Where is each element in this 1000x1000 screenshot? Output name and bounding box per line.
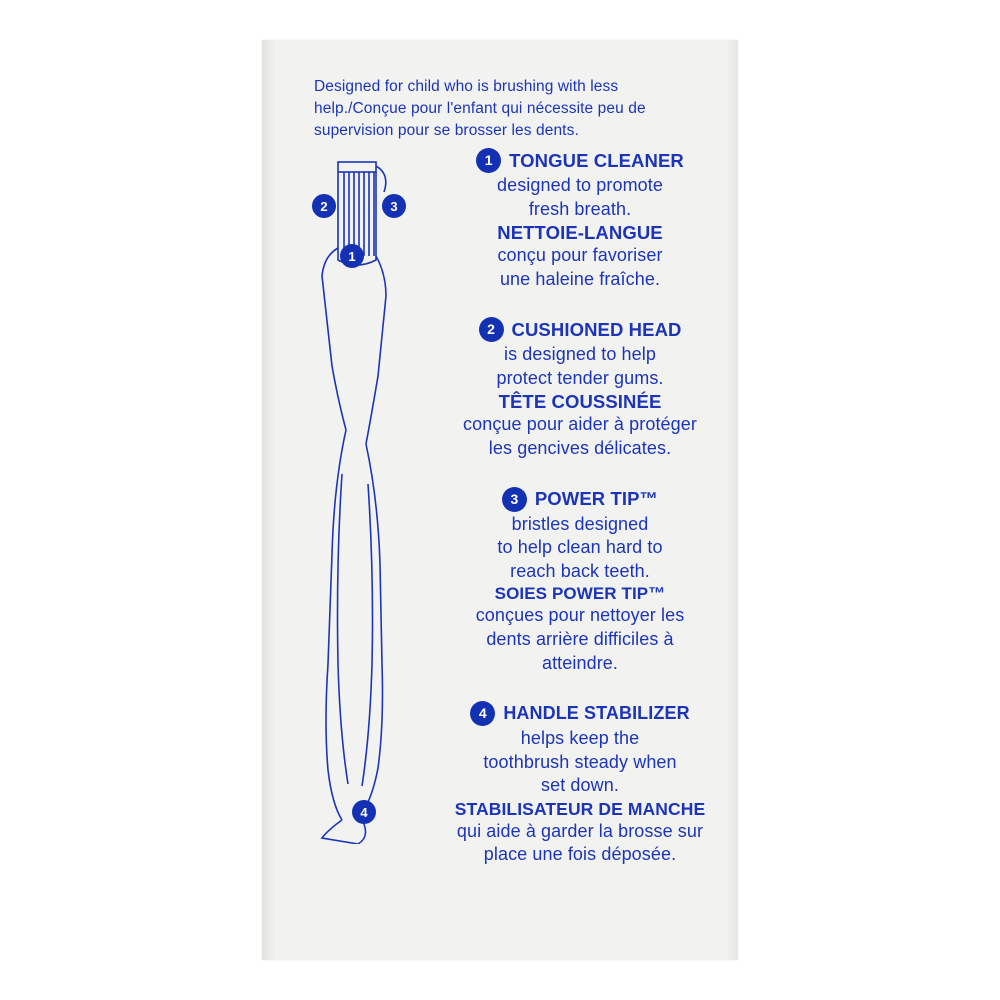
feature-title-en: CUSHIONED HEAD	[511, 318, 682, 340]
feature-body-fr-line: place une fois déposée.	[483, 844, 677, 865]
feature-number-badge: 2	[479, 317, 504, 342]
feature-title-en: POWER TIP™	[534, 488, 659, 510]
feature-body-fr-line: dents arrière difficiles à	[486, 628, 674, 649]
svg-text:4: 4	[360, 805, 368, 820]
svg-text:2: 2	[320, 199, 328, 214]
svg-text:3: 3	[390, 199, 398, 214]
feature-body-fr-line: conçu pour favoriser	[497, 245, 663, 266]
feature-body-fr-line: atteindre.	[541, 652, 619, 673]
feature-item	[440, 148, 720, 291]
package-back-panel	[262, 40, 738, 960]
feature-body-fr-line: une haleine fraîche.	[499, 268, 661, 289]
feature-body-en-line: is designed to help	[503, 344, 656, 365]
feature-body-en-line: to help clean hard to	[497, 537, 663, 558]
feature-title-en: HANDLE STABILIZER	[503, 703, 690, 724]
feature-body-fr-line: conçues pour nettoyer les	[475, 605, 685, 626]
feature-body-en-line: fresh breath.	[528, 198, 632, 219]
feature-body-fr-line: qui aide à garder la brosse sur	[456, 820, 704, 841]
feature-body-fr-line: les gencives délicates.	[488, 438, 672, 459]
feature-title-fr: TÊTE COUSSINÉE	[498, 391, 662, 413]
feature-title-fr: NETTOIE-LANGUE	[497, 222, 663, 244]
feature-body-en-line: reach back teeth.	[510, 560, 650, 581]
feature-heading	[440, 701, 720, 726]
feature-item	[440, 487, 720, 675]
feature-heading	[440, 317, 720, 342]
feature-number-badge: 1	[476, 148, 501, 173]
feature-body-en-line: bristles designed	[511, 513, 649, 534]
feature-body-fr-line: conçue pour aider à protéger	[463, 414, 697, 435]
feature-body-en-line: designed to promote	[496, 175, 663, 195]
intro-text: Designed for child who is brushing with less help./Conçue pour l'enfant qui nécessite peu de supervision pour se brosser les dents.	[314, 78, 646, 139]
feature-body-en-line: helps keep the	[520, 728, 640, 749]
feature-title-fr: SOIES POWER TIP™	[494, 584, 666, 604]
feature-list	[440, 148, 720, 893]
feature-body-en-line: set down.	[541, 775, 619, 796]
feature-number-badge: 3	[502, 487, 527, 512]
feature-item	[440, 701, 720, 867]
feature-title-en: TONGUE CLEANER	[509, 149, 684, 171]
feature-body-en-line: protect tender gums.	[496, 367, 664, 388]
feature-title-fr: STABILISATEUR DE MANCHE	[454, 798, 706, 819]
feature-body-en-line: toothbrush steady when	[483, 751, 677, 772]
feature-heading	[440, 487, 720, 512]
feature-item	[440, 317, 720, 460]
svg-text:1: 1	[348, 249, 356, 264]
feature-number-badge: 4	[470, 701, 495, 726]
feature-heading	[440, 148, 720, 173]
